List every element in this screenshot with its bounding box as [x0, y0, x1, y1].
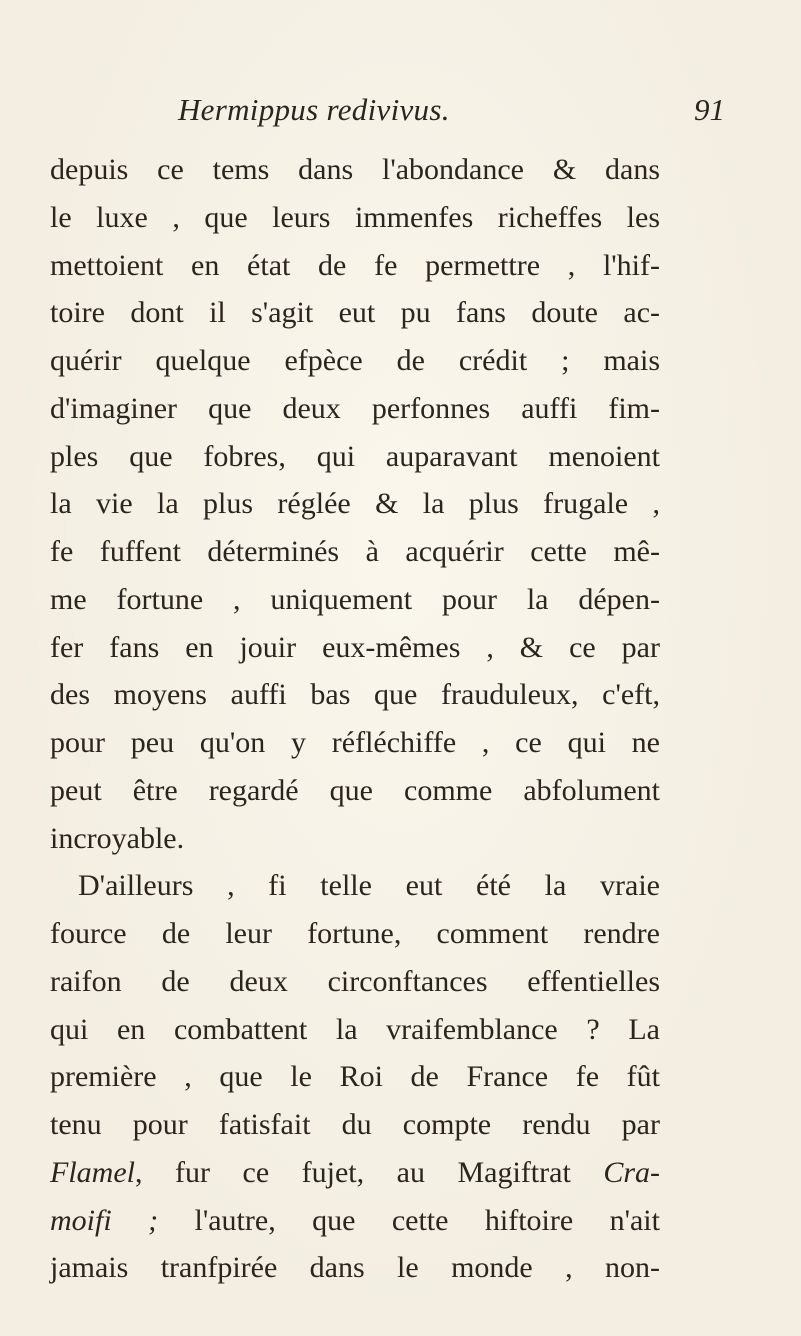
- page-number: 91: [694, 92, 725, 127]
- italic-name-flamel: Flamel: [50, 1155, 135, 1189]
- text-line: la vie la plus réglée & la plus frugale ,: [50, 487, 660, 521]
- text-line: jamais tranfpirée dans le monde , non-: [50, 1251, 660, 1285]
- text-line: pour peu qu'on y réfléchiffe , ce qui ne: [50, 726, 660, 759]
- text-line: me fortune , uniquement pour la dépen-: [50, 582, 660, 616]
- text-line: des moyens auffi bas que frauduleux, c'eft,: [50, 678, 660, 712]
- text-line: raifon de deux circonftances effentielles: [50, 964, 660, 998]
- text-line: mettoient en état de fe permettre , l'hif-: [50, 248, 660, 282]
- running-title: Hermippus redivivus.: [178, 92, 450, 127]
- running-head: [0, 92, 801, 132]
- italic-name-cramoisi: Cra-: [603, 1155, 660, 1189]
- text-line-with-names: [50, 1197, 660, 1245]
- text-line: fe fuffent déterminés à acquérir cette mê-: [50, 535, 660, 568]
- text-line: première , que le Roi de France fe fût: [50, 1060, 660, 1094]
- text-line-with-names: [50, 1149, 660, 1197]
- text-line: le luxe , que leurs immenfes richeffes les: [50, 200, 660, 234]
- text-line: peut être regardé que comme abfolument: [50, 773, 660, 807]
- text-line: d'imaginer que deux perfonnes auffi fim-: [50, 391, 660, 425]
- text-line: fource de leur fortune, comment rendre: [50, 917, 660, 950]
- text-line: ples que fobres, qui auparavant menoient: [50, 439, 660, 473]
- line-segment: , fur ce fujet, au Magiftrat: [134, 1155, 604, 1189]
- italic-name-cramoisi-end: moifi ;: [50, 1203, 159, 1237]
- text-line: toire dont il s'agit eut pu fans doute ac-: [50, 296, 660, 330]
- body-text: [50, 146, 660, 1292]
- text-line: tenu pour fatisfait du compte rendu par: [50, 1108, 660, 1141]
- text-line: fer fans en jouir eux-mêmes , & ce par: [50, 630, 660, 664]
- text-line: qui en combattent la vraifemblance ? La: [50, 1012, 660, 1046]
- line-segment: l'autre, que cette hiftoire n'ait: [158, 1203, 660, 1237]
- paragraph-start-line: D'ailleurs , fi telle eut été la vraie: [78, 869, 660, 903]
- text-line: depuis ce tems dans l'abondance & dans: [50, 153, 660, 186]
- paragraph-end-line: incroyable.: [50, 821, 185, 855]
- text-line: quérir quelque efpèce de crédit ; mais: [50, 344, 660, 377]
